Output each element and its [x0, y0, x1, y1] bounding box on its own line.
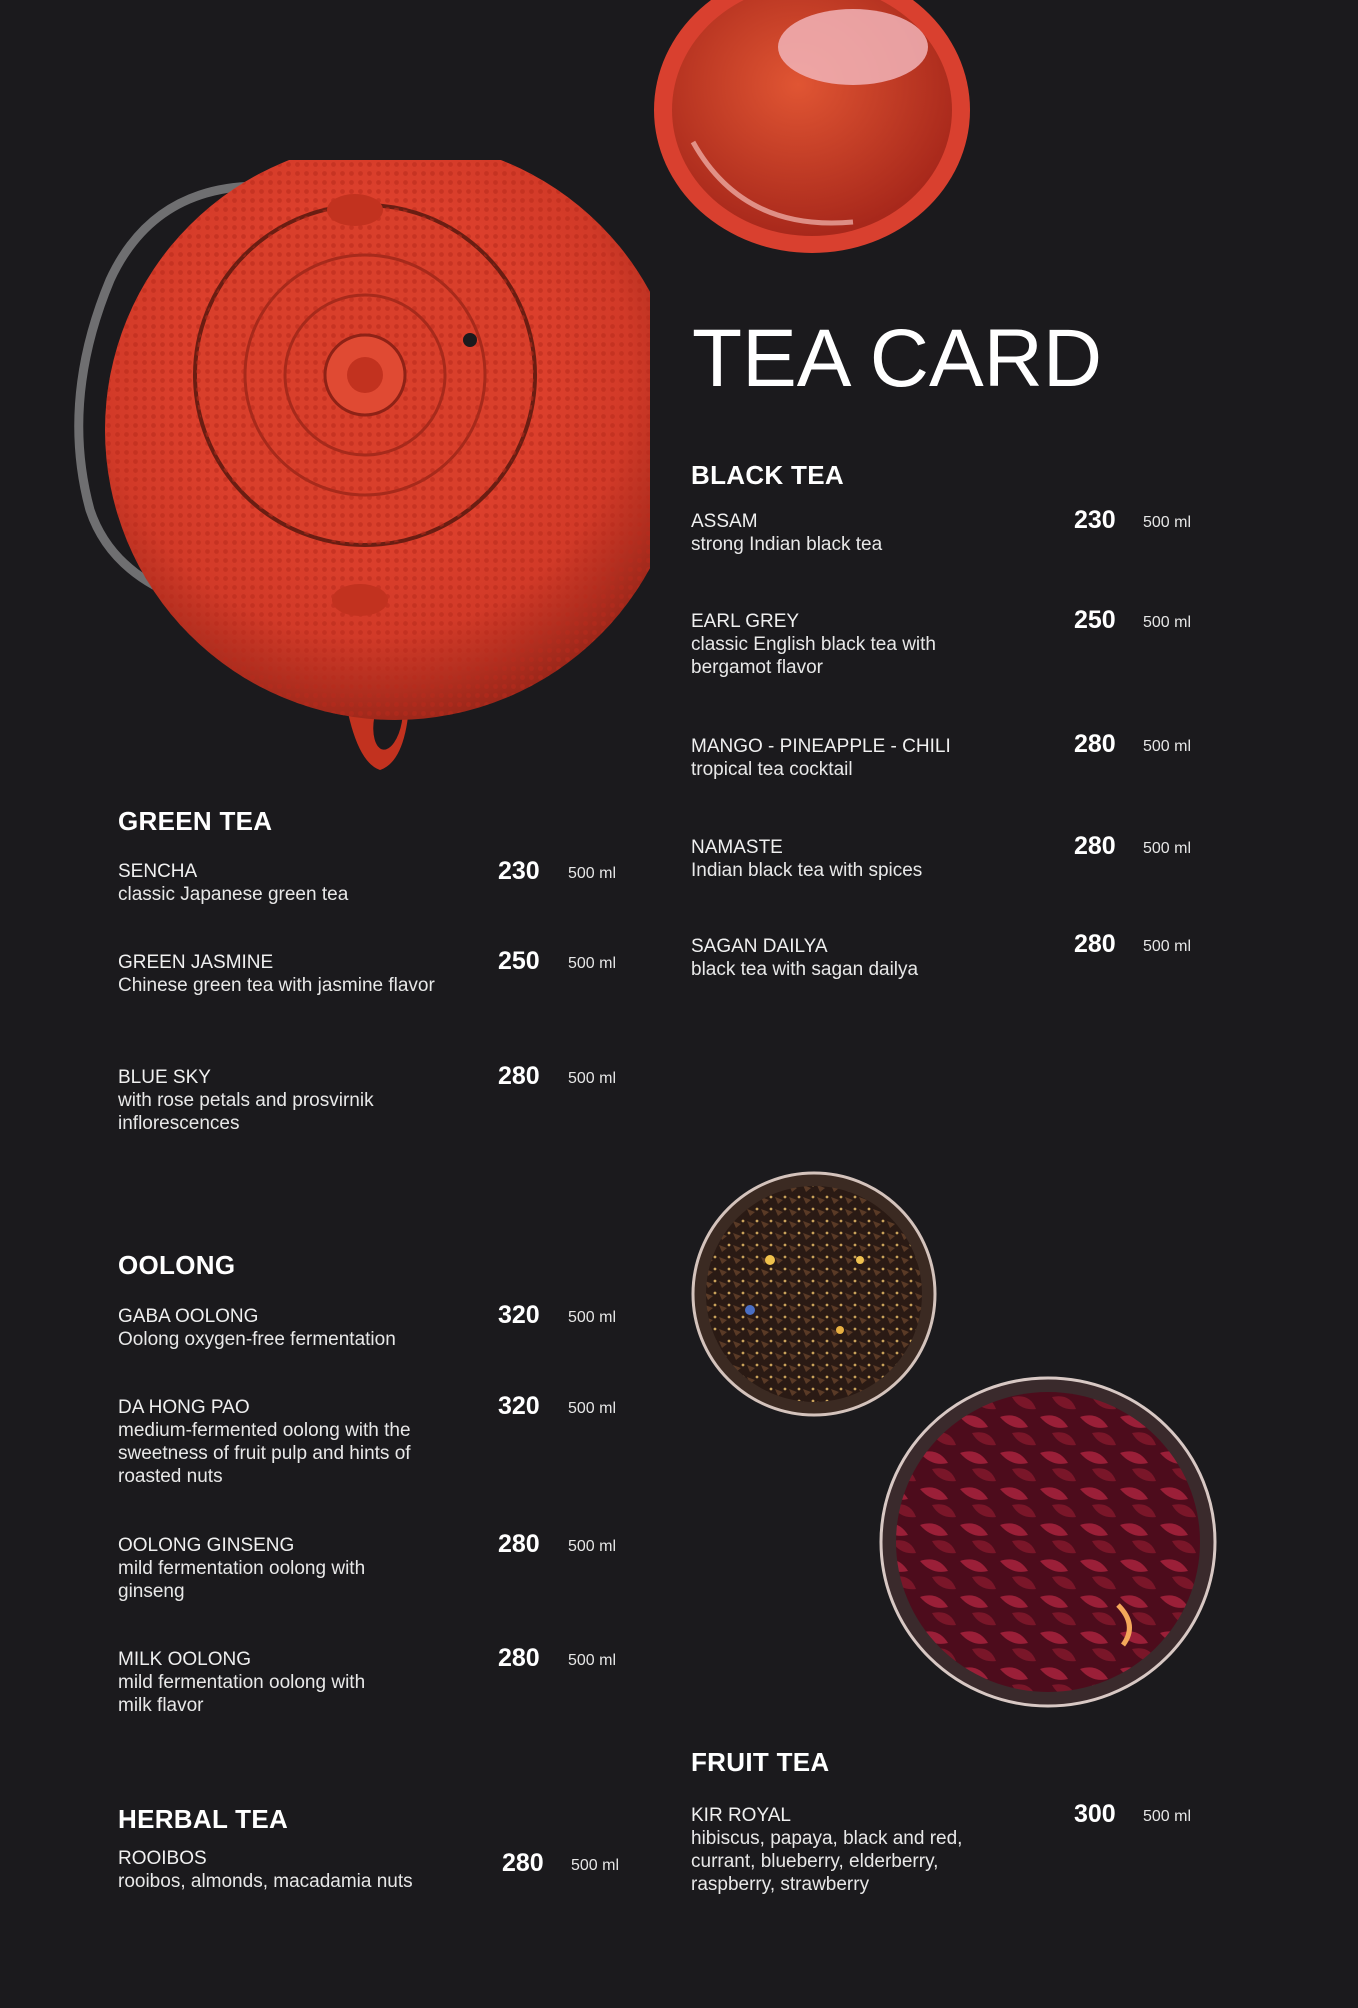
menu-item: [118, 1066, 418, 1135]
item-volume: 500 ml: [1143, 614, 1192, 631]
item-name: KIR ROYAL: [691, 1805, 791, 1826]
item-description: classic Japanese green tea: [118, 884, 349, 905]
item-name: EARL GREY: [691, 611, 800, 632]
item-description: mild fermentation oolong with ginseng: [118, 1558, 366, 1602]
item-name: DA HONG PAO: [118, 1397, 250, 1418]
section-title-herbal-tea: HERBAL TEA: [118, 1804, 289, 1834]
item-volume: 500 ml: [1143, 514, 1192, 531]
item-name: SAGAN DAILYA: [691, 936, 828, 957]
item-price: 250: [498, 947, 540, 975]
menu-item: [691, 735, 1051, 781]
item-description: strong Indian black tea: [691, 534, 883, 555]
item-price: 280: [502, 1849, 544, 1877]
item-name: OOLONG GINSENG: [118, 1535, 295, 1556]
menu-item: [118, 1648, 368, 1717]
item-description: Indian black tea with spices: [691, 860, 923, 881]
item-volume: 500 ml: [568, 1309, 617, 1326]
menu-item: [691, 836, 1051, 882]
item-price: 280: [498, 1644, 540, 1672]
menu-item: [691, 610, 991, 679]
section-title-fruit-tea: FRUIT TEA: [691, 1747, 830, 1777]
item-volume: 500 ml: [568, 865, 617, 882]
item-volume: 500 ml: [568, 1652, 617, 1669]
menu-item: [118, 951, 508, 997]
red-tea-cup-image: [653, 0, 971, 256]
item-name: BLUE SKY: [118, 1067, 211, 1088]
item-volume: 500 ml: [1143, 938, 1192, 955]
item-price: 320: [498, 1301, 540, 1329]
item-name: GABA OOLONG: [118, 1306, 259, 1327]
item-price: 300: [1074, 1800, 1116, 1828]
item-price: 280: [1074, 930, 1116, 958]
item-price: 280: [498, 1062, 540, 1090]
item-price: 250: [1074, 606, 1116, 634]
item-price: 280: [1074, 730, 1116, 758]
menu-item: [118, 1534, 368, 1603]
item-volume: 500 ml: [1143, 840, 1192, 857]
menu-item: [118, 1305, 478, 1351]
item-name: ASSAM: [691, 511, 758, 532]
item-name: MILK OOLONG: [118, 1649, 252, 1670]
item-description: Oolong oxygen-free fermentation: [118, 1329, 396, 1350]
item-volume: 500 ml: [568, 955, 617, 972]
section-title-green-tea: GREEN TEA: [118, 806, 273, 836]
menu-item: [691, 1804, 1001, 1896]
item-name: NAMASTE: [691, 837, 783, 858]
item-volume: 500 ml: [568, 1538, 617, 1555]
dried-hibiscus-bowl-image: [878, 1375, 1218, 1710]
menu-item: [118, 1847, 458, 1893]
red-teapot-image: [50, 160, 650, 780]
menu-item: [691, 510, 1051, 556]
item-description: hibiscus, papaya, black and red, currant, blueberry, elderberry, raspberry, strawberry: [691, 1828, 963, 1895]
item-price: 280: [1074, 832, 1116, 860]
item-description: Chinese green tea with jasmine flavor: [118, 975, 435, 996]
page-title: TEA CARD: [692, 313, 1103, 404]
item-name: MANGO - PINEAPPLE - CHILI: [691, 736, 951, 757]
item-description: classic English black tea with bergamot flavor: [691, 634, 936, 678]
section-title-oolong: OOLONG: [118, 1250, 236, 1280]
item-description: tropical tea cocktail: [691, 759, 853, 780]
menu-item: [118, 1396, 463, 1488]
item-name: GREEN JASMINE: [118, 952, 274, 973]
item-volume: 500 ml: [568, 1400, 617, 1417]
item-name: SENCHA: [118, 861, 198, 882]
item-volume: 500 ml: [568, 1070, 617, 1087]
item-volume: 500 ml: [571, 1857, 620, 1874]
menu-item: [691, 935, 1051, 981]
item-name: ROOIBOS: [118, 1848, 207, 1869]
item-price: 230: [1074, 506, 1116, 534]
item-price: 280: [498, 1530, 540, 1558]
item-price: 230: [498, 857, 540, 885]
item-price: 320: [498, 1392, 540, 1420]
item-volume: 500 ml: [1143, 1808, 1192, 1825]
item-description: with rose petals and prosvirnik inflorescences: [118, 1090, 374, 1134]
item-volume: 500 ml: [1143, 738, 1192, 755]
item-description: rooibos, almonds, macadamia nuts: [118, 1871, 413, 1892]
section-title-black-tea: BLACK TEA: [691, 460, 844, 490]
menu-item: [118, 860, 478, 906]
item-description: mild fermentation oolong with milk flavor: [118, 1672, 366, 1716]
item-description: medium-fermented oolong with the sweetness of fruit pulp and hints of roasted nuts: [118, 1420, 411, 1487]
item-description: black tea with sagan dailya: [691, 959, 919, 980]
